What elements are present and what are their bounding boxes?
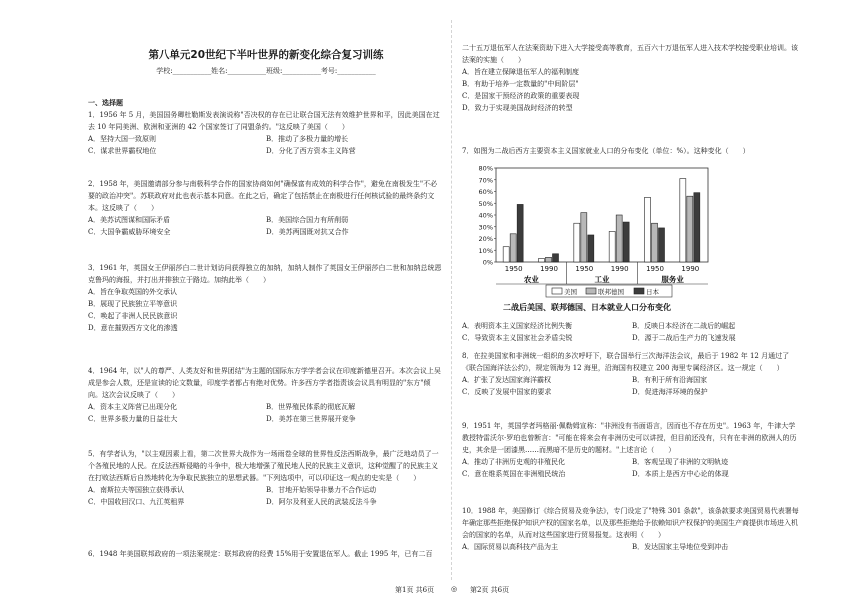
bar	[652, 223, 658, 262]
chart-title: 二战后美国、联邦德国、日本就业人口分布变化	[503, 303, 671, 312]
question-stem: 7．如图为二战后西方主要资本主义国家就业人口的分布变化（单位：%）。这种变化（ ）	[462, 147, 750, 155]
option-b: B．世界殖民体系的彻底瓦解	[266, 403, 356, 411]
option-b: B．客观呈现了非洲的文明轨迹	[632, 458, 729, 466]
option-b: B．反映日本经济在二战后的崛起	[632, 322, 736, 330]
bar	[503, 247, 509, 262]
option-c: C．反映了发展中国家的要求	[462, 388, 552, 396]
bar	[517, 204, 523, 262]
question-9	[462, 420, 802, 480]
option-b: B．推动了多极力量的增长	[266, 135, 349, 143]
option-b: B．有助于培养一定数量的"中间阶层"	[462, 80, 579, 88]
question-stem: 8．在拉美国家和非洲统一组织的多次呼吁下，联合国举行三次海洋法会议，最后于 1982 年 12 月通过了《联合国海洋法公约》，规定领海为 12 海里，沿海国有权建立 200 海里专属经济区。这一规定（ ）	[462, 352, 790, 372]
option-d: D．美苏在第三世界展开竞争	[266, 415, 356, 423]
page-divider	[451, 20, 452, 580]
y-tick-label: 50%	[478, 199, 493, 208]
option-d: D．分化了西方资本主义阵营	[266, 147, 356, 155]
option-d: D．促进海洋环境的保护	[632, 388, 708, 396]
option-c: C．大国争霸威胁环境安全	[88, 228, 171, 236]
question-6-continued	[462, 42, 802, 114]
legend-label: 美国	[564, 288, 577, 296]
legend-swatch	[586, 288, 596, 294]
x-tick-label: 1990	[610, 265, 629, 273]
option-d: D．美苏两国既对抗又合作	[266, 228, 349, 236]
y-tick-label: 10%	[478, 246, 493, 255]
question-stem: 3．1961 年，英国女王伊丽莎白二世计划访问获得独立的加纳，加纳人制作了英国女王伊丽莎白二世和加纳总统恩克鲁玛的海报，并打出并排独立于路边。加纳此举（ ）	[88, 264, 442, 284]
bar	[616, 215, 622, 262]
legend-label: 联邦德国	[598, 288, 624, 296]
bar	[588, 235, 594, 262]
option-b: B．有利于所有沿海国家	[632, 376, 708, 384]
section-heading: 一、选择题	[88, 99, 123, 107]
option-a: A．美苏试图谋和国际矛盾	[88, 216, 171, 224]
option-a: A．旨在争取英国的外交承认	[88, 288, 178, 296]
question-stem: 4．1964 年，以"人的尊严、人类友好和世界团结"为主题的国际东方学学者会议在印度新德里召开。本次会议上吴成是参会人数，还是宣读的论文数量，印度学者都占有绝对优势。许多西方学者指责该会议具有明显的"东方"倾向。这次会议反映了（ ）	[88, 367, 441, 399]
option-a: A．扩张了发达国家海洋霸权	[462, 376, 552, 384]
question-7	[462, 145, 802, 157]
option-b: B．甘地开始领导非暴力不合作运动	[266, 486, 377, 494]
option-c: C．是国家干预经济的政策的重要表现	[462, 92, 580, 100]
plot-frame	[496, 168, 708, 262]
bar	[609, 231, 615, 262]
option-c: C．世界多极力量的日益壮大	[88, 415, 178, 423]
question-3	[88, 262, 444, 334]
x-tick-label: 1990	[681, 265, 700, 273]
group-label: 农业	[523, 275, 539, 284]
question-stem: 9．1951 年，英国学者玛格丽·佩勒姆宣称："非洲没有书面语言，因而也不存在历史"。1963 年，牛津大学教授特雷沃尔·罗珀也曾断言："可能在将来会有非洲历史可以讲授，但目前还没有，只有在非洲的欧洲人的历史，其余是一团漆黑……而黑暗不是历史的题材。"上述言论（ ）	[462, 422, 797, 454]
question-stem: 2．1958 年，美国邀请部分参与南极科学合作的国家协商如何"确保富有成效的科学合作"，避免在南极发生"不必要的政治冲突"。苏联政府对此也表示基本同意。在此之后，确定了包括禁止在南极进行任何核试验的最终条约文本。这反映了（ ）	[88, 180, 438, 212]
y-tick-label: 20%	[478, 235, 493, 243]
student-info-line: 学校:___________姓名:___________班级:___________考号:___________	[156, 67, 376, 75]
option-d: D．意在摧毁西方文化的渗透	[88, 324, 178, 332]
page-number-right: 第2页 共6页	[470, 586, 510, 594]
legend-swatch	[552, 288, 562, 294]
y-tick-label: 40%	[478, 211, 493, 220]
question-6	[88, 548, 444, 560]
question-stem-continued: 二十五万退伍军人在法案资助下进入大学接受高等教育，五百六十万退伍军人进入技术学校接受职业培训。该法案的实施（ ）	[462, 44, 798, 64]
option-b: B．展现了民族独立平等意识	[88, 300, 178, 308]
question-1	[88, 109, 444, 157]
question-10	[462, 505, 802, 553]
bar	[687, 196, 693, 262]
y-tick-label: 60%	[478, 188, 493, 196]
page-title: 第八单元20世纪下半叶世界的新变化综合复习训练	[148, 49, 384, 61]
bar	[581, 213, 587, 262]
y-tick-label: 30%	[478, 223, 493, 232]
option-a: A．南斯拉夫等国独立获得承认	[88, 486, 185, 494]
option-d: D．本质上是西方中心论的体现	[632, 470, 729, 478]
question-8	[462, 350, 802, 398]
option-a: A．国际贸易以高科技产品为主	[462, 543, 559, 551]
bar	[546, 257, 552, 262]
page-number-left: 第1页 共6页	[395, 586, 435, 594]
question-stem: 5．有学者认为，"以主观因素上看，第二次世界大战作为一场雨卷全球的世界性反法西斯战争，最广泛地动员了一个各殖民地的人民。在反法西斯侵略的斗争中，极大地增强了殖民地人民的民族主义意识，这种觉醒了的民族主义在打败法西斯后自然地转化为争取民族独立的思想武器。"下列选项中，可以印证这一观点的史实是（ ）	[88, 450, 439, 482]
question-7-options	[462, 320, 802, 344]
bar	[510, 234, 516, 262]
group-label: 工业	[594, 275, 610, 284]
option-a: A．表明资本主义国家经济比例失衡	[462, 322, 573, 330]
question-stem: 6．1948 年美国联邦政府的一项法案规定：联邦政府的经费 15%用于安置退伍军人。截止 1995 年，已有二百	[88, 550, 433, 558]
option-b: B．美国综合国力有所削弱	[266, 216, 349, 224]
option-c: C．导致资本主义国家社会矛盾尖锐	[462, 334, 573, 342]
bar	[623, 222, 629, 262]
x-tick-label: 1950	[504, 265, 523, 273]
option-c: C．意在维系英国在非洲殖民统治	[462, 470, 566, 478]
option-b: B．发达国家主导地位受到冲击	[632, 543, 729, 551]
y-tick-label: 70%	[478, 176, 493, 185]
question-4	[88, 365, 444, 425]
center-mark-icon: ◎	[451, 585, 458, 593]
option-c: C．谋求世界霸权地位	[88, 147, 157, 155]
option-c: C．唤起了非洲人民民族意识	[88, 312, 178, 320]
bar	[553, 254, 559, 262]
question-stem: 10．1988 年，美国修订《综合贸易及竞争法》，专门设定了"特殊 301 条款"，该条款要求美国贸易代表署每年确定那些拒绝保护知识产权的国家名单，以及那些拒绝给予依赖知识产权保护的美国生产商提供市场进入机会的国家的名单，从而对这些国家进行贸易报复。这表明（ ）	[462, 507, 799, 539]
group-label: 服务业	[661, 275, 684, 284]
option-a: A．旨在建立保障退伍军人的福利制度	[462, 68, 580, 76]
option-c: C．中国收回汉口、九江英租界	[88, 498, 185, 506]
legend-label: 日本	[646, 288, 659, 296]
bar	[645, 197, 651, 262]
x-tick-label: 1950	[575, 265, 594, 273]
question-5	[88, 448, 444, 508]
bar	[694, 193, 700, 262]
question-2	[88, 178, 444, 238]
option-a: A．推动了非洲历史观的非殖民化	[462, 458, 566, 466]
bar	[659, 228, 665, 262]
question-stem: 1．1956 年 5 月，美国国务卿杜勒斯发表演说称"否决权的存在已让联合国无法有效维护世界和平，因此美国在过去 10 年同美洲、欧洲和亚洲的 42 个国家签订了同盟条约。"这反映了美国（ ）	[88, 111, 440, 131]
bar	[680, 179, 686, 262]
legend-swatch	[634, 288, 644, 294]
y-tick-label: 0%	[482, 258, 493, 267]
option-a: A．坚持大国一致原则	[88, 135, 157, 143]
option-d: D．阿尔及利亚人民的武装反法斗争	[266, 498, 377, 506]
option-a: A．资本主义阵营已出现分化	[88, 403, 178, 411]
bar	[539, 258, 545, 262]
option-d: D．源于二战后生产力的飞速发展	[632, 334, 736, 342]
employment-bar-chart	[462, 160, 712, 320]
option-d: D．致力于实现美国战时经济的转型	[462, 104, 573, 112]
y-tick-label: 80%	[478, 164, 493, 173]
x-tick-label: 1990	[540, 265, 558, 273]
bar	[574, 223, 580, 262]
x-tick-label: 1950	[646, 265, 664, 273]
